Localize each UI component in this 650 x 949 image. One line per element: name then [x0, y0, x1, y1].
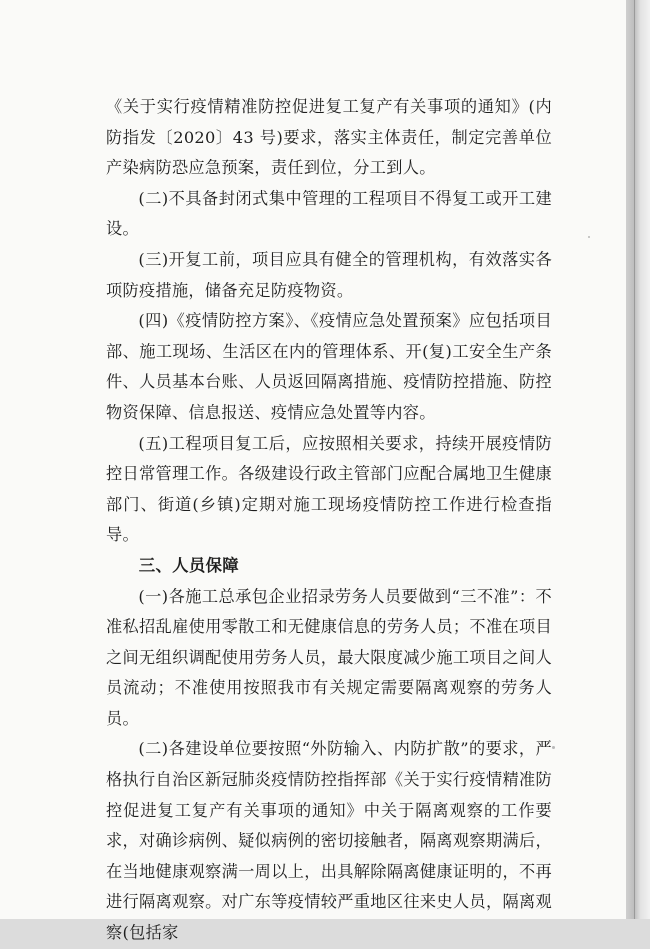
paragraph-item-5: (五)工程项目复工后，应按照相关要求，持续开展疫情防控日常管理工作。各级建设行政主管部门应配合属地卫生健康部门、街道(乡镇)定期对施工现场疫情防控工作进行检查指导。 — [106, 433, 552, 545]
scan-speck — [588, 236, 590, 238]
paragraph-item-4: (四)《疫情防控方案》、《疫情应急处置预案》应包括项目部、施工现场、生活区在内的管理体系、开(复)工安全生产条件、人员基本台账、人员返回隔离措施、疫情防控措施、防控物资保障、信息报送、疫情应急处置等内容。 — [106, 311, 552, 422]
paragraph-item-2: (二)不具备封闭式集中管理的工程项目不得复工或开工建设。 — [106, 188, 552, 239]
paragraph-continuation: 《关于实行疫情精准防控促进复工复产有关事项的通知》(内防指发〔2020〕43 号)要求，落实主体责任，制定完善单位产染病防恐应急预案，责任到位，分工到人。 — [106, 97, 552, 178]
paragraph-personnel-2: (二)各建设单位要按照“外防输入、内防扩散”的要求，严格执行自治区新冠肺炎疫情防控指挥部《关于实行疫情精准防控促进复工复产有关事项的通知》中关于隔离观察的工作要求，对确诊病例、疑似病例的密切接触者，隔离观察期满后，在当地健康观察满一周以上，出具解除隔离健康证明的，不再进行隔离观察。对广东等疫情较严重地区往来史人员，隔离观察(包括家 — [106, 739, 552, 943]
paragraph-item-3: (三)开复工前，项目应具有健全的管理机构，有效落实各项防疫措施，储备充足防疫物资。 — [106, 249, 552, 300]
scan-edge-line — [634, 0, 635, 919]
scan-page-edge — [626, 0, 650, 919]
scan-speck — [552, 746, 555, 749]
paragraph-personnel-1: (一)各施工总承包企业招录劳务人员要做到“三不准”：不准私招乱雇使用零散工和无健康信息的劳务人员；不准在项目之间无组织调配使用劳务人员，最大限度减少施工项目之间人员流动；不准使用按照我市有关规定需要隔离观察的劳务人员。 — [106, 586, 552, 728]
document-body — [106, 92, 552, 949]
section-heading: 三、人员保障 — [138, 555, 239, 575]
